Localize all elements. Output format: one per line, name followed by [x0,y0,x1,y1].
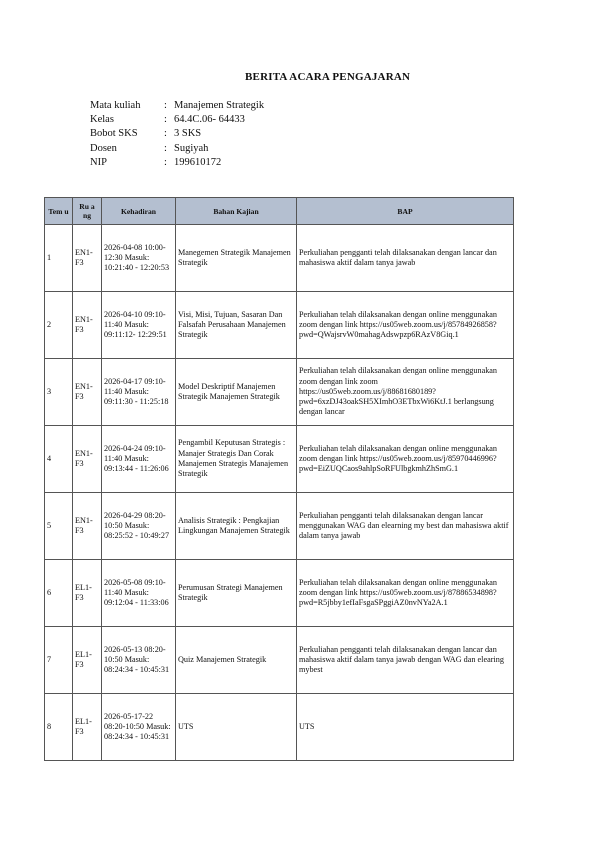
table-header-row [45,198,514,225]
cell-kehadiran: 2026-05-13 08:20-10:50 Masuk: 08:24:34 - 10:45:31 [102,627,176,694]
cell-bap: Perkuliahan pengganti telah dilaksanakan dengan lancar dan mahasiswa aktif dalam tanya jawab [297,225,514,292]
cell-kehadiran: 2026-04-24 09:10-11:40 Masuk: 09:13:44 - 11:26:06 [102,426,176,493]
header-ruang: Ru a ng [73,198,102,225]
cell-kehadiran: 2026-04-08 10:00-12:30 Masuk: 10:21:40 - 12:20:53 [102,225,176,292]
cell-no: 1 [45,225,73,292]
table-row [45,426,514,493]
cell-no: 4 [45,426,73,493]
info-row-dosen: Dosen : Sugiyah [90,142,209,154]
cell-kehadiran: 2026-04-29 08:20-10:50 Masuk: 08:25:52 - 10:49:27 [102,493,176,560]
table-row [45,292,514,359]
cell-ruang: EL1-F3 [73,627,102,694]
info-row-bobot-sks: Bobot SKS : 3 SKS [90,128,202,140]
course-info [90,99,264,170]
cell-bahan: Visi, Misi, Tujuan, Sasaran Dan Falsafah Perusahaan Manajemen Strategik [176,292,297,359]
info-row-mata-kuliah: Mata kuliah : Manajemen Strategik [90,100,265,111]
attendance-table [44,197,514,761]
cell-bap: Perkuliahan pengganti telah dilaksanakan dengan lancar menggunakan WAG dan elearning my best dan mahasiswa aktif dalam tanya jawab [297,493,514,560]
header-bap: BAP [297,198,514,225]
cell-ruang: EN1-F3 [73,225,102,292]
cell-ruang: EL1-F3 [73,560,102,627]
cell-kehadiran: 2026-05-17-22 08:20-10:50 Masuk: 08:24:34 - 10:45:31 [102,694,176,761]
header-bahan-kajian: Bahan Kajian [176,198,297,225]
cell-no: 6 [45,560,73,627]
header-temu: Tem u [45,198,73,225]
cell-bap: Perkuliahan telah dilaksanakan dengan online menggunakan zoom dengan link zoom https://us05web.zoom.us/j/88681680189?pwd=6xzDJ43oakSH5XImhO3ETbxWi6KtJ.1 berlangsung dengan lancar [297,359,514,426]
cell-bahan: Manegemen Strategik Manajemen Strategik [176,225,297,292]
table-row [45,627,514,694]
cell-ruang: EN1-F3 [73,292,102,359]
info-row-nip: NIP : 199610172 [90,156,222,168]
cell-bap: Perkuliahan pengganti telah dilaksanakan dengan lancar dan mahasiswa aktif dalam tanya jawab dengan WAG dan elearing mybest [297,627,514,694]
cell-bahan: Pengambil Keputusan Strategis : Manajer Strategis Dan Corak Manajemen Strategis Manajemen Strategik [176,426,297,493]
cell-bap: Perkuliahan telah dilaksanakan dengan online menggunakan zoom dengan link https://us05web.zoom.us/j/85970446996?pwd=EiZUQCaos9ahlpSoRFUlbgkmhZhSmG.1 [297,426,514,493]
cell-bahan: Analisis Strategik : Pengkajian Lingkungan Manajemen Strategik [176,493,297,560]
table-row [45,493,514,560]
cell-bahan: Perumusan Strategi Manajemen Strategik [176,560,297,627]
cell-ruang: EN1-F3 [73,426,102,493]
cell-ruang: EL1-F3 [73,694,102,761]
cell-no: 3 [45,359,73,426]
cell-bahan: UTS [176,694,297,761]
cell-no: 8 [45,694,73,761]
cell-bahan: Model Deskriptif Manajemen Strategik Manajemen Strategik [176,359,297,426]
cell-no: 5 [45,493,73,560]
info-row-kelas: Kelas : 64.4C.06- 64433 [90,114,245,126]
cell-bap: Perkuliahan telah dilaksanakan dengan online menggunakan zoom dengan link https://us05web.zoom.us/j/85784926858?pwd=QWajsrvW0mahagAdswpzp6RAzV8Giq.1 [297,292,514,359]
table-row [45,359,514,426]
cell-bap: UTS [297,694,514,761]
table-row [45,560,514,627]
cell-bap: Perkuliahan telah dilaksanakan dengan online menggunakan zoom dengan link https://us05web.zoom.us/j/87886534898?pwd=R5jbby1efIaFsgaSPggiAZ0nvNYa2A.1 [297,560,514,627]
cell-kehadiran: 2026-04-10 09:10-11:40 Masuk: 09:11:12- 12:29:51 [102,292,176,359]
cell-kehadiran: 2026-05-08 09:10-11:40 Masuk: 09:12:04 - 11:33:06 [102,560,176,627]
cell-bahan: Quiz Manajemen Strategik [176,627,297,694]
table-row [45,225,514,292]
table-row [45,694,514,761]
header-kehadiran: Kehadiran [102,198,176,225]
cell-no: 2 [45,292,73,359]
cell-ruang: EN1-F3 [73,359,102,426]
cell-no: 7 [45,627,73,694]
cell-kehadiran: 2026-04-17 09:10-11:40 Masuk: 09:11:30 - 11:25:18 [102,359,176,426]
cell-ruang: EN1-F3 [73,493,102,560]
